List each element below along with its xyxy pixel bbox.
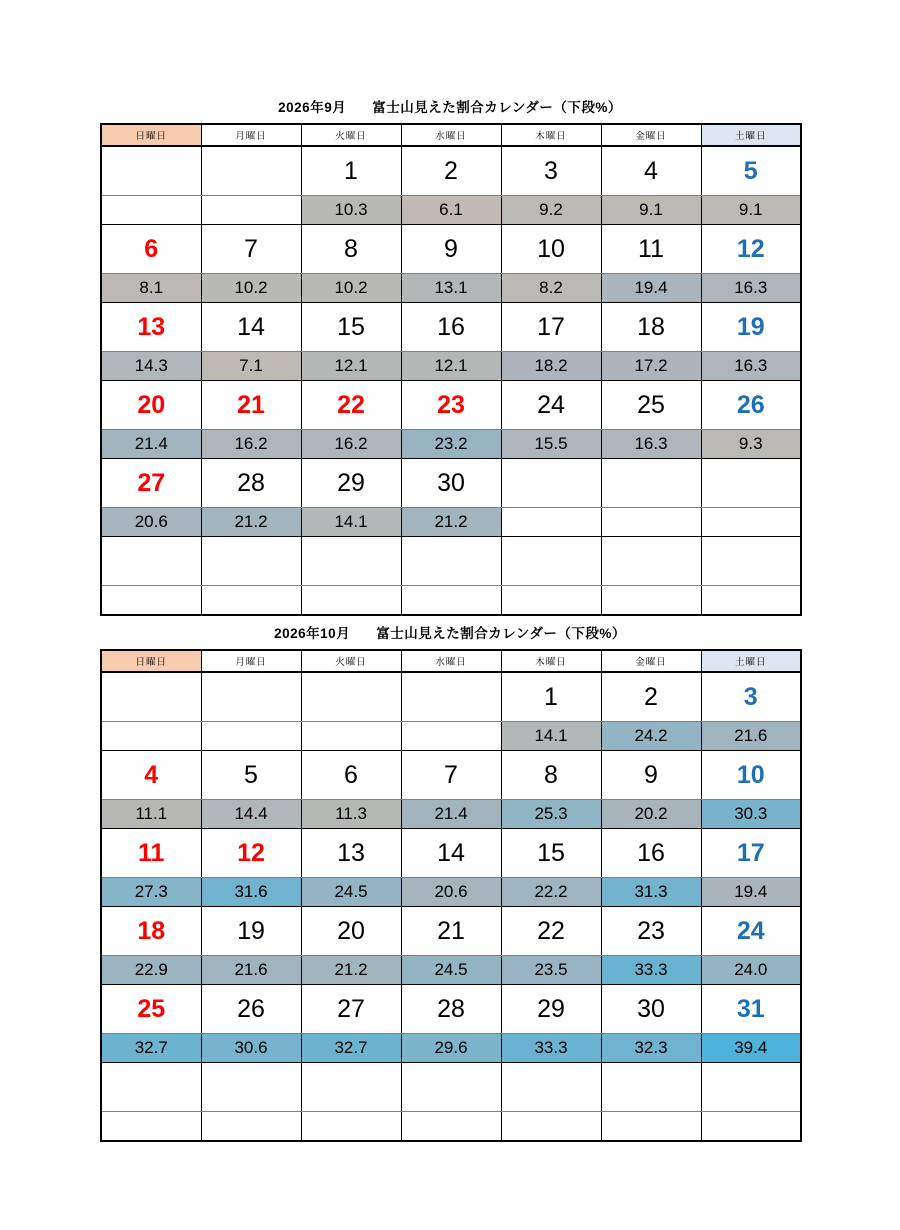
day-cell: 9 <box>601 751 701 800</box>
calendar-title <box>100 96 800 123</box>
day-cell-empty <box>501 1063 601 1112</box>
day-cell: 10 <box>501 225 601 274</box>
percent-cell: 16.2 <box>201 430 301 459</box>
day-cell-empty <box>501 459 601 508</box>
percent-cell: 30.3 <box>701 800 801 829</box>
day-cell: 13 <box>101 303 201 352</box>
calendar-percent-row <box>101 430 801 459</box>
calendar-blank-day-row <box>101 537 801 586</box>
day-cell: 20 <box>301 907 401 956</box>
percent-cell: 13.1 <box>401 274 501 303</box>
percent-cell: 22.2 <box>501 878 601 907</box>
day-cell: 27 <box>101 459 201 508</box>
calendar-percent-row <box>101 800 801 829</box>
percent-cell: 6.1 <box>401 196 501 225</box>
day-cell: 19 <box>701 303 801 352</box>
day-cell: 23 <box>601 907 701 956</box>
calendar-table <box>100 123 802 616</box>
day-cell-empty <box>601 537 701 586</box>
day-cell-empty <box>701 1063 801 1112</box>
percent-cell: 8.1 <box>101 274 201 303</box>
calendar-percent-row <box>101 196 801 225</box>
day-cell-empty <box>401 537 501 586</box>
day-cell: 10 <box>701 751 801 800</box>
percent-cell: 16.2 <box>301 430 401 459</box>
percent-cell-empty <box>301 1112 401 1142</box>
percent-cell: 24.2 <box>601 722 701 751</box>
percent-cell: 31.6 <box>201 878 301 907</box>
percent-cell: 8.2 <box>501 274 601 303</box>
percent-cell: 23.5 <box>501 956 601 985</box>
weekday-header-weekday: 月曜日 <box>201 650 301 672</box>
day-cell: 29 <box>301 459 401 508</box>
day-cell: 7 <box>201 225 301 274</box>
percent-cell-empty <box>401 1112 501 1142</box>
day-cell-empty <box>701 537 801 586</box>
day-cell-empty <box>401 672 501 722</box>
percent-cell: 21.4 <box>101 430 201 459</box>
day-cell: 6 <box>101 225 201 274</box>
day-cell: 27 <box>301 985 401 1034</box>
day-cell: 1 <box>501 672 601 722</box>
day-cell-empty <box>301 537 401 586</box>
calendar-day-row <box>101 985 801 1034</box>
percent-cell: 21.2 <box>301 956 401 985</box>
calendar-day-row <box>101 303 801 352</box>
calendar-title-text: 富士山見えた割合カレンダー（下段%） <box>372 100 622 115</box>
percent-cell-empty <box>601 1112 701 1142</box>
percent-cell: 32.7 <box>101 1034 201 1063</box>
percent-cell: 31.3 <box>601 878 701 907</box>
calendar-percent-row <box>101 878 801 907</box>
percent-cell: 9.3 <box>701 430 801 459</box>
percent-cell-empty <box>201 586 301 616</box>
day-cell-empty <box>201 672 301 722</box>
weekday-header-weekday: 木曜日 <box>501 124 601 146</box>
percent-cell: 14.4 <box>201 800 301 829</box>
day-cell: 7 <box>401 751 501 800</box>
calendar-day-row <box>101 381 801 430</box>
percent-cell-empty <box>301 586 401 616</box>
day-cell: 6 <box>301 751 401 800</box>
day-cell: 16 <box>601 829 701 878</box>
percent-cell: 20.6 <box>101 508 201 537</box>
day-cell: 19 <box>201 907 301 956</box>
day-cell: 5 <box>701 146 801 196</box>
day-cell-empty <box>301 672 401 722</box>
day-cell-empty <box>301 1063 401 1112</box>
day-cell-empty <box>201 146 301 196</box>
percent-cell: 15.5 <box>501 430 601 459</box>
percent-cell-empty <box>501 1112 601 1142</box>
calendar-day-row <box>101 146 801 196</box>
calendar-percent-row <box>101 956 801 985</box>
day-cell: 1 <box>301 146 401 196</box>
day-cell: 14 <box>401 829 501 878</box>
calendar-blank-day-row <box>101 1063 801 1112</box>
percent-cell-empty <box>601 508 701 537</box>
percent-cell: 25.3 <box>501 800 601 829</box>
calendar-title-month: 2026年9月 <box>278 100 347 115</box>
percent-cell: 20.6 <box>401 878 501 907</box>
calendar-title-month: 2026年10月 <box>274 626 351 641</box>
day-cell-empty <box>101 146 201 196</box>
percent-cell: 10.2 <box>201 274 301 303</box>
day-cell: 3 <box>501 146 601 196</box>
weekday-header-weekday: 金曜日 <box>601 124 701 146</box>
percent-cell-empty <box>301 722 401 751</box>
percent-cell: 10.3 <box>301 196 401 225</box>
day-cell: 2 <box>401 146 501 196</box>
calendar-percent-row <box>101 352 801 381</box>
percent-cell: 18.2 <box>501 352 601 381</box>
percent-cell: 9.1 <box>601 196 701 225</box>
percent-cell: 22.9 <box>101 956 201 985</box>
percent-cell-empty <box>101 586 201 616</box>
day-cell: 8 <box>301 225 401 274</box>
day-cell: 12 <box>201 829 301 878</box>
day-cell: 17 <box>501 303 601 352</box>
day-cell: 11 <box>601 225 701 274</box>
percent-cell: 29.6 <box>401 1034 501 1063</box>
percent-cell: 21.6 <box>201 956 301 985</box>
percent-cell: 9.1 <box>701 196 801 225</box>
percent-cell-empty <box>701 508 801 537</box>
calendar-percent-row <box>101 274 801 303</box>
day-cell: 8 <box>501 751 601 800</box>
percent-cell: 10.2 <box>301 274 401 303</box>
percent-cell: 12.1 <box>401 352 501 381</box>
percent-cell: 24.0 <box>701 956 801 985</box>
percent-cell: 7.1 <box>201 352 301 381</box>
day-cell: 20 <box>101 381 201 430</box>
day-cell: 28 <box>401 985 501 1034</box>
day-cell-empty <box>101 537 201 586</box>
percent-cell: 19.4 <box>601 274 701 303</box>
calendar-day-row <box>101 672 801 722</box>
calendar-title <box>100 622 800 649</box>
day-cell: 15 <box>301 303 401 352</box>
percent-cell-empty <box>201 1112 301 1142</box>
day-cell: 22 <box>301 381 401 430</box>
percent-cell-empty <box>601 586 701 616</box>
day-cell: 4 <box>101 751 201 800</box>
day-cell: 5 <box>201 751 301 800</box>
percent-cell: 24.5 <box>401 956 501 985</box>
day-cell: 18 <box>601 303 701 352</box>
percent-cell-empty <box>701 1112 801 1142</box>
weekday-header-weekday: 水曜日 <box>401 650 501 672</box>
day-cell: 30 <box>601 985 701 1034</box>
day-cell: 24 <box>701 907 801 956</box>
weekday-header-weekday: 火曜日 <box>301 650 401 672</box>
day-cell: 30 <box>401 459 501 508</box>
day-cell: 29 <box>501 985 601 1034</box>
day-cell: 13 <box>301 829 401 878</box>
percent-cell: 30.6 <box>201 1034 301 1063</box>
day-cell-empty <box>101 1063 201 1112</box>
percent-cell: 16.3 <box>601 430 701 459</box>
day-cell-empty <box>501 537 601 586</box>
percent-cell: 21.6 <box>701 722 801 751</box>
day-cell: 12 <box>701 225 801 274</box>
percent-cell: 14.3 <box>101 352 201 381</box>
percent-cell: 23.2 <box>401 430 501 459</box>
weekday-header-weekday: 火曜日 <box>301 124 401 146</box>
day-cell-empty <box>101 672 201 722</box>
calendar-percent-row <box>101 722 801 751</box>
day-cell: 3 <box>701 672 801 722</box>
day-cell: 18 <box>101 907 201 956</box>
percent-cell: 21.4 <box>401 800 501 829</box>
calendar-block-october <box>100 622 800 1142</box>
weekday-header-saturday: 土曜日 <box>701 650 801 672</box>
percent-cell: 32.7 <box>301 1034 401 1063</box>
percent-cell: 21.2 <box>401 508 501 537</box>
percent-cell-empty <box>101 196 201 225</box>
percent-cell: 9.2 <box>501 196 601 225</box>
day-cell: 28 <box>201 459 301 508</box>
calendar-blank-percent-row <box>101 1112 801 1142</box>
percent-cell-empty <box>101 722 201 751</box>
day-cell: 25 <box>601 381 701 430</box>
percent-cell: 12.1 <box>301 352 401 381</box>
day-cell: 2 <box>601 672 701 722</box>
day-cell: 14 <box>201 303 301 352</box>
weekday-header-sunday: 日曜日 <box>101 124 201 146</box>
weekday-header-weekday: 月曜日 <box>201 124 301 146</box>
percent-cell: 16.3 <box>701 352 801 381</box>
percent-cell: 21.2 <box>201 508 301 537</box>
day-cell: 21 <box>401 907 501 956</box>
day-cell: 15 <box>501 829 601 878</box>
percent-cell-empty <box>401 722 501 751</box>
calendar-header-row <box>101 650 801 672</box>
calendar-table <box>100 649 802 1142</box>
day-cell-empty <box>601 459 701 508</box>
day-cell: 9 <box>401 225 501 274</box>
day-cell: 21 <box>201 381 301 430</box>
day-cell: 17 <box>701 829 801 878</box>
day-cell-empty <box>401 1063 501 1112</box>
weekday-header-weekday: 木曜日 <box>501 650 601 672</box>
calendar-percent-row <box>101 508 801 537</box>
percent-cell-empty <box>201 196 301 225</box>
day-cell: 31 <box>701 985 801 1034</box>
calendar-title-text: 富士山見えた割合カレンダー（下段%） <box>376 626 626 641</box>
percent-cell-empty <box>501 586 601 616</box>
percent-cell-empty <box>401 586 501 616</box>
calendar-day-row <box>101 459 801 508</box>
percent-cell: 19.4 <box>701 878 801 907</box>
day-cell-empty <box>701 459 801 508</box>
calendar-day-row <box>101 907 801 956</box>
percent-cell: 27.3 <box>101 878 201 907</box>
day-cell: 24 <box>501 381 601 430</box>
weekday-header-weekday: 水曜日 <box>401 124 501 146</box>
day-cell-empty <box>201 1063 301 1112</box>
day-cell: 26 <box>701 381 801 430</box>
day-cell: 25 <box>101 985 201 1034</box>
calendar-block-september <box>100 96 800 616</box>
day-cell-empty <box>601 1063 701 1112</box>
percent-cell-empty <box>201 722 301 751</box>
day-cell: 4 <box>601 146 701 196</box>
day-cell: 26 <box>201 985 301 1034</box>
percent-cell: 14.1 <box>301 508 401 537</box>
percent-cell: 20.2 <box>601 800 701 829</box>
calendar-header-row <box>101 124 801 146</box>
day-cell: 23 <box>401 381 501 430</box>
weekday-header-sunday: 日曜日 <box>101 650 201 672</box>
percent-cell: 39.4 <box>701 1034 801 1063</box>
percent-cell-empty <box>701 586 801 616</box>
percent-cell: 32.3 <box>601 1034 701 1063</box>
percent-cell-empty <box>101 1112 201 1142</box>
calendar-day-row <box>101 829 801 878</box>
percent-cell: 14.1 <box>501 722 601 751</box>
calendar-blank-percent-row <box>101 586 801 616</box>
percent-cell: 17.2 <box>601 352 701 381</box>
percent-cell: 24.5 <box>301 878 401 907</box>
calendar-day-row <box>101 225 801 274</box>
percent-cell-empty <box>501 508 601 537</box>
percent-cell: 16.3 <box>701 274 801 303</box>
percent-cell: 11.1 <box>101 800 201 829</box>
percent-cell: 11.3 <box>301 800 401 829</box>
day-cell: 22 <box>501 907 601 956</box>
weekday-header-weekday: 金曜日 <box>601 650 701 672</box>
calendar-day-row <box>101 751 801 800</box>
day-cell: 16 <box>401 303 501 352</box>
day-cell-empty <box>201 537 301 586</box>
weekday-header-saturday: 土曜日 <box>701 124 801 146</box>
calendar-percent-row <box>101 1034 801 1063</box>
percent-cell: 33.3 <box>601 956 701 985</box>
percent-cell: 33.3 <box>501 1034 601 1063</box>
day-cell: 11 <box>101 829 201 878</box>
